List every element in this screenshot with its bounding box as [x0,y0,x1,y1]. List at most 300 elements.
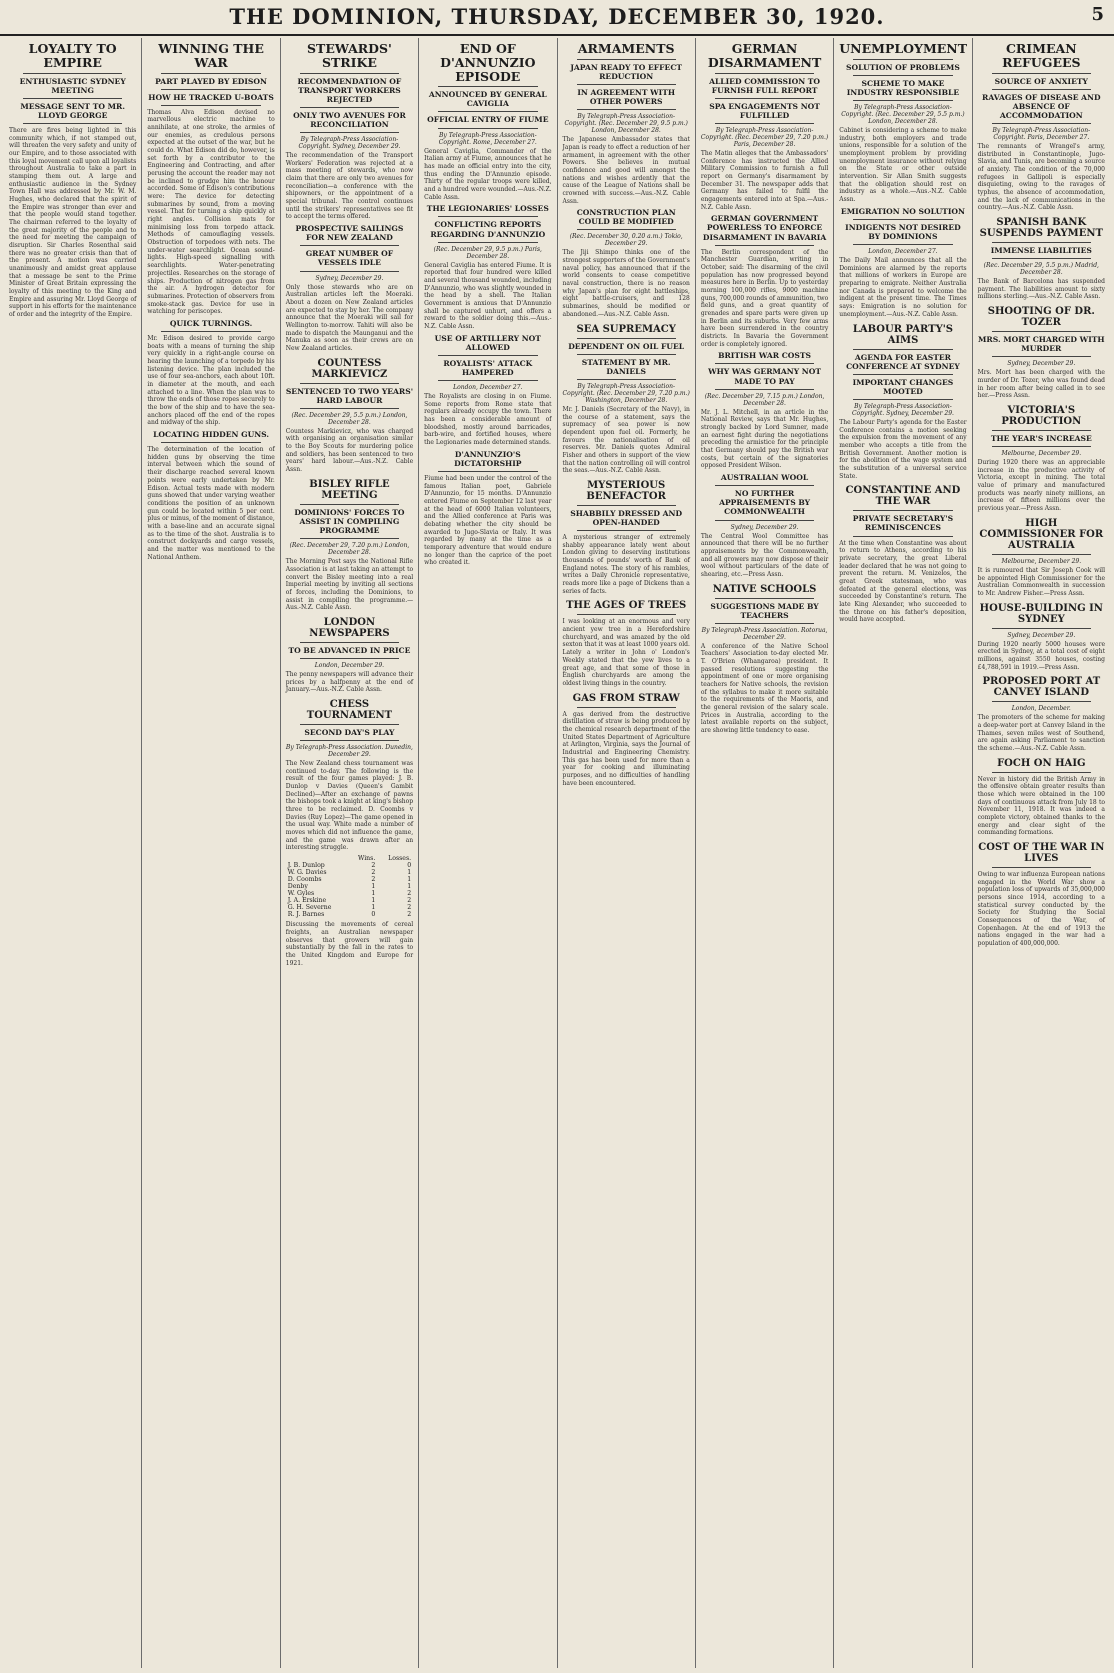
article-body: The Matin alleges that the Ambassadors' Conference has instructed the Allied Military Commission to furnish a full report on Germany's disarmament by December 31. The newspaper adds that Germany has failed to fulfil the engagements entered into at Spa.—Aus.-N.Z. Cable Assn. [700,149,829,211]
article-headline: COST OF THE WAR IN LIVES [978,841,1105,864]
table-row [286,862,413,869]
article [563,42,690,205]
headline-rule [992,701,1091,702]
article-body: The New Zealand chess tournament was continued to-day. The following is the result of the four games played: J. B. Dunlop v Davies (Queen's Gambit Declined)—After an exchange of pawns the bishops took a knight at king's bishop three to be reclaimed. D. Coombs v Davies (Ruy Lopez)—The game opened in the usual way. White made a number of moves which did not influence the game, and the game was drawn after an interesting struggle. [285,760,414,852]
table-cell: 1 [371,883,376,891]
headline-rule [853,349,952,350]
article-dateline: London, December 29. [314,661,385,669]
article-dateline: (Rec. December 29, 7.15 p.m.) London, December 28. [704,392,825,407]
subheading-rule [853,374,952,375]
article-subheading: SOURCE OF ANXIETY [994,76,1088,86]
article [563,324,690,475]
news-column [973,38,1110,1668]
table-row [286,883,413,890]
headline-rule [300,504,399,505]
article-body: The Labour Party's agenda for the Easter Conference contains a motion seeking the expulsion from the movement of any member who accepts a title from the British Government. Another motion is for the abolition of the wage system and the substitution of a universal service State. [839,418,967,480]
masthead-title: THE DOMINION, THURSDAY, DECEMBER 30, 1920. [229,4,885,29]
subheading-rule [577,354,676,355]
article-headline: SEA SUPREMACY [576,323,676,335]
article-body: The Japanese Ambassador states that Japan is ready to effect a reduction of her armament, in agreement with the other Powers. She believes in mutual confidence and good will amongst the nations and wishes ardently that the cause of the League of Nations shall be crowned with success.—Aus.-N.Z. Cable Assn. [562,136,690,205]
article-body: The recommendation of the Transport Workers' Federation was rejected at a mass meeting of stewards, who now claim that there are only two avenues for reconciliation—a conference with the shipowners, or the appointment of a special tribunal. The control continues until the strikers' representatives see fit to accept the terms offered. [285,152,414,221]
article-body: At the time when Constantine was about to return to Athens, according to his private secretary, the great Liberal leader declared that he was not going to prevent the return. M. Venizelos, the great Greek statesman, who was defeated at the general elections, was succeeded by Constantine's return. The late King Alexander, who succeeded to the throne on his father's deposition, would have accepted. [839,539,967,624]
article [424,334,551,447]
article-subheading: IN AGREEMENT WITH OTHER POWERS [577,87,676,107]
headline-rule [300,642,399,643]
article [563,693,690,788]
article-dateline: By Telegraph-Press Association-Copyright. Paris, December 27. [992,126,1091,141]
subheading-rule [300,271,399,272]
article-subheading: LOCATING HIDDEN GUNS. [153,430,270,440]
article-body: Mr. Edison desired to provide cargo boats with a means of turning the ship very quickly in a right-angle course on hearing the launching of a torpedo by his listening device. The plan included the use of four sea-anchors, each about 10ft. in diameter at the mouth, and each attached to a line. When the plan was to throw the ends of those ropes securely to the bow of the ship and to have the sea-anchors placed off the end of the ropes and midway of the ship. [147,334,275,427]
article-dateline: Melbourne, December 29. [1001,450,1082,458]
news-column [696,38,834,1668]
table-row [286,890,413,897]
article-subheading: ANNOUNCED BY GENERAL CAVIGLIA [428,90,547,109]
subheading-rule [715,98,814,99]
subheading-rule [853,100,952,101]
article-body: Owing to war influenza European nations engaged in the World War show a population loss of upwards of 35,000,000 persons since 1914, according to a statistical survey conducted by the Society for Studying the Social Consequences of the War, of Copenhagen. At the end of 1913 the nations engaged in the war had a population of 400,000,000. [977,870,1105,947]
article-subheading: GREAT NUMBER OF VESSELS IDLE [305,249,394,268]
table-cell: J. B. Dunlop [287,862,325,870]
article-dateline: London, December 27. [868,248,938,256]
article-body: Mrs. Mort has been charged with the murder of Dr. Tozer, who was found dead in her room after being called in to see her.—Press Assn. [977,369,1105,400]
subheading-rule [300,740,399,741]
subheading-rule [161,331,260,332]
headline-rule [992,242,1091,243]
article-dateline: By Telegraph-Press Association-Copyright. Sydney, December 29. [298,136,401,151]
table-cell: 0 [371,911,376,919]
news-column [4,38,142,1668]
article-dateline: Melbourne, December 29. [1001,557,1082,565]
article-headline: SPANISH BANK SUSPENDS PAYMENT [979,216,1103,239]
article-subheading: SUGGESTIONS MADE BY TEACHERS [710,601,819,620]
headline-rule [577,59,676,60]
article-dateline: (Rec. December 29, 7.20 p.m.) London, December 28. [289,542,410,557]
article-dateline: Sydney, December 29. [730,523,799,531]
subheading-rule [577,530,676,531]
subheading-rule [438,380,537,381]
subheading-rule [300,245,399,246]
subheading-rule [300,658,399,659]
article-body: There are fires being lighted in this community which, if not stamped out, will threaten the very safety and unity of our Empire, and to those associated with this loyal movement call upon all loyalists throughout Australia to take a part in stamping them out. A large and enthusiastic audience in the Sydney Town Hall was addressed by Mr. W. M. Hughes, who declared that the spirit of the Empire was stronger than ever and that the people would stand together. The chairman referred to the loyalty of the great majority of the people and to the need for meeting the campaign of disruption. Sir Charles Rosenthal said there was no greater crisis than that of the present. A motion was carried unanimously and amidst great applause that a message be sent to the Prime Minister of Great Britain expressing the loyalty of this meeting to the King and Empire and assuring Mr. Lloyd George of support in his efforts for the maintenance of order and the integrity of the Empire. [9,126,137,319]
article-body: During 1920 nearly 5000 houses were erected in Sydney, at a total cost of eight millions, against 3550 houses, costing £4,788,591 in 1919.—Press Assn. [977,640,1105,671]
article-dateline: By Telegraph-Press Association. Rotorua, December 29. [701,626,828,641]
article-body: A mysterious stranger of extremely shabby appearance lately went about London giving to deserving institutions thousands of pounds' worth of Bank of England notes. The story of his rambles, writes a Daily Chronicle representative, reads more like a page of Dickens than a series of facts. [562,534,690,595]
article-subheading: BRITISH WAR COSTS [718,351,812,361]
article-subheading: GERMAN GOVERNMENT POWERLESS TO ENFORCE DISARMAMENT IN BAVARIA [702,214,827,242]
subheading-rule [438,242,537,243]
article-subheading: ENTHUSIASTIC SYDNEY MEETING [19,76,126,95]
article-headline: THE AGES OF TREES [566,600,687,612]
table-header-cell: Wins. [357,855,376,863]
article-headline: HOUSE-BUILDING IN SYDNEY [979,602,1103,625]
article-dateline: Sydney, December 29. [315,274,384,282]
article-headline: MYSTERIOUS BENEFACTOR [586,479,666,502]
article-headline: VICTORIA'S PRODUCTION [1001,405,1082,428]
results-table [286,855,413,918]
article-dateline: By Telegraph-Press Association-Copyright. (Rec. December 29, 7.20 p.m.) Paris, December 28. [700,126,829,148]
article-subheading: ALLIED COMMISSION TO FURNISH FULL REPORT [709,76,821,95]
article-headline: NATIVE SCHOOLS [712,583,817,595]
article-body: The Daily Mail announces that all the Dominions are alarmed by the reports that millions of workers in Europe are preparing to emigrate. Neither Australia nor Canada is prepared to welcome the indigent at the present time. The Times says: Emigration is no solution for unemployment.—Aus.-N.Z. Cable Assn. [839,257,967,318]
article-body: The Central Wool Committee has announced that there will be no further appraisements by the Commonwealth, and all growers may now dispose of their wool without particulars of the date of shearing, etc.—Press Assn. [700,532,829,578]
article-subheading: ONLY TWO AVENUES FOR RECONCILIATION [293,110,406,129]
article-subheading: PART PLAYED BY EDISON [155,76,267,86]
article [839,42,966,204]
article-subheading: QUICK TURNINGS. [169,318,253,328]
article-subheading: OFFICIAL ENTRY OF FIUME [427,115,549,125]
article-body: Mr. J. L. Mitchell, in an article in the National Review, says that Mr. Hughes, strongly backed by Lord Sumner, made an earnest fight during the negotiations preceding the armistice for the principle that Germany should pay the British war costs, but certain of the signatories opposed President Wilson. [700,408,829,470]
article [286,699,413,967]
table-cell: W. Gyles [287,890,315,898]
article-headline: BISLEY RIFLE MEETING [309,478,390,501]
headline-rule [300,73,399,74]
article-subheading: SENTENCED TO TWO YEARS' HARD LABOUR [285,386,414,405]
table-cell: 1 [371,904,376,912]
subheading-rule [577,84,676,85]
article [563,480,690,596]
table-cell: J. A. Erskine [287,897,327,905]
article [701,351,828,470]
subheading-rule [715,485,814,486]
news-column [419,38,557,1668]
article-body: The Jiji Shimpo thinks one of the strongest supporters of the Government's naval policy, has announced that if the world consents to cease competitive naval construction, there is no reason why Japan's plan for eight battleships, eight battle-cruisers, and 128 submarines, should be modified or abandoned.—Aus.-N.Z. Cable Assn. [562,249,690,318]
article-subheading: SHABBILY DRESSED AND OPEN-HANDED [570,508,683,527]
table-cell: 1 [407,869,412,877]
article-subheading: SOLUTION OF PROBLEMS [846,62,960,72]
table-cell: 2 [371,876,376,884]
table-cell: 2 [371,862,376,870]
table-cell: G. H. Severne [287,904,332,912]
news-column [142,38,280,1668]
subheading-rule [577,379,676,380]
article-body: The Bank of Barcelona has suspended payment. The liabilities amount to sixty millions sterling.—Aus.-N.Z. Cable Assn. [977,278,1105,301]
subheading-rule [577,229,676,230]
article-headline: SHOOTING OF DR. TOZER [987,306,1095,329]
article-dateline: By Telegraph-Press Association-Copyright. (Rec. December 29, 7.20 p.m.) Washington, December 28. [562,382,690,404]
article-body: Cabinet is considering a scheme to make industry, both employers and trade unions, responsible for a solution of the unemployment problem by providing unemployment insurance without relying on the State or other outside intervention. Sir Allan Smith suggests that the obligation should rest on industry as a whole.—Aus.-N.Z. Cable Assn. [839,127,967,204]
article-subheading: THE YEAR'S INCREASE [990,434,1092,444]
article [701,214,828,348]
table-row [286,911,413,918]
subheading-rule [300,408,399,409]
article-subheading: DOMINIONS' FORCES TO ASSIST IN COMPILING PROGRAMME [294,507,405,536]
article [147,42,274,316]
article-body: Only those stewards who are on Australian articles left the Moeraki. About a dozen on New Zealand articles are expected to stay by her. The company announce that the Moeraki will sail for Wellington to-morrow. Tahiti will also be made to dispatch the Maunganui and the Manuka as soon as their crews are on New Zealand articles. [285,283,414,352]
article-body: The Morning Post says the National Rifle Association is at last taking an attempt to convert the Bisley meeting into a real Imperial meeting by inviting all sections of forces, including the Dominions, to assist in compiling the programme.—Aus.-N.Z. Cable Assn. [285,558,414,612]
article-subheading: THE LEGIONARIES' LOSSES [426,204,549,214]
article [978,217,1105,301]
headline-rule [992,73,1091,74]
article-subheading: MRS. MORT CHARGED WITH MURDER [978,335,1105,354]
article-subheading: AUSTRALIAN WOOL [720,473,809,483]
subheading-rule [992,123,1091,124]
table-cell: D. Coombs [287,876,322,884]
subheading-rule [161,89,260,90]
article [286,479,413,612]
table-cell: 1 [407,876,412,884]
headline-rule [853,59,952,60]
headline-rule [577,614,676,615]
subheading-rule [438,128,537,129]
article [286,358,413,474]
article [701,473,828,578]
news-column [558,38,696,1668]
article-subheading: SECOND DAY'S PLAY [304,727,395,737]
subheading-rule [992,446,1091,447]
table-cell: R. J. Barnes [287,911,325,919]
article-subheading: ROYALISTS' ATTACK HAMPERED [443,358,533,377]
article-subheading: WHY WAS GERMANY NOT MADE TO PAY [708,367,822,386]
article [978,518,1105,598]
article-body: The Berlin correspondent of the Manchester Guardian, writing in October, said: The disarming of the civil population has now progressed beyond measures here in Berlin. Up to yesterday morning 100,000 rifles, 9000 machine guns, 700,000 rounds of ammunition, two field guns, and a great quantity of grenades and spare parts were given up in Berlin and its suburbs. Very few arms have been surrendered in the country districts. In Bavaria the Government order is completely ignored. [700,248,829,348]
news-column [834,38,972,1668]
article-headline: COUNTESS MARKIEVICZ [311,357,388,380]
article-subheading: TO BE ADVANCED IN PRICE [288,645,411,655]
subheading-rule [853,244,952,245]
article-dateline: London, December. [1011,705,1071,713]
article-body: I was looking at an enormous and very ancient yew tree in a Herefordshire churchyard, and was amazed by the old sexton that it was at least 1000 years old. Lately a writer in John o' London's Weekly stated that the yew lives to a great age, and that some of those in English churchyards are among the oldest living things in the country. [562,618,690,687]
article [978,758,1105,837]
article-headline: HIGH COMMISSIONER FOR AUSTRALIA [979,517,1104,551]
article [424,204,551,330]
table-cell: 1 [371,890,376,898]
article [147,319,274,427]
article-headline: CHESS TOURNAMENT [306,698,393,721]
subheading-rule [715,245,814,246]
news-columns [4,38,1110,1668]
article-body: The remnants of Wrangel's army, distributed in Constantinople, Jugo-Slavia, and Tunis, are becoming a source of anxiety. The condition of the 70,000 refugees in Gallipoli is especially disquieting, owing to the ravages of typhus, the absence of accommodation, and the lack of communications in the country.—Aus.-N.Z. Cable Assn. [977,142,1105,212]
article-headline: STEWARDS' STRIKE [306,41,392,70]
article-subheading: EMIGRATION NO SOLUTION [840,206,965,216]
article [286,42,413,221]
article-headline: GAS FROM STRAW [572,692,680,704]
article-dateline: Sydney, December 29. [1007,631,1076,639]
subheading-rule [715,623,814,624]
article-body: General Caviglia has entered Fiume. It is reported that four hundred were killed and several thousand wounded, including D'Annunzio, who was slightly wounded in the head by a shell. The Italian Government is anxious that D'Annunzio shall be captured unhurt, and offers a reward to the soldier doing this.—Aus.-N.Z. Cable Assn. [424,261,552,330]
article [978,676,1105,752]
headline-rule [161,73,260,74]
headline-rule [300,724,399,725]
masthead [0,0,1114,36]
article-dateline: By Telegraph-Press Association-Copyright. Sydney, December 29. [851,402,954,417]
headline-rule [992,331,1091,332]
article-body: Discussing the movements of cereal freights, an Australian newspaper observes that growers will gain substantially by the fall in the rates to the United Kingdom and Europe for 1921. [285,921,414,967]
article-subheading: RAVAGES OF DISEASE AND ABSENCE OF ACCOMMODATION [982,92,1101,120]
headline-rule [992,772,1091,773]
article [563,208,690,318]
article-dateline: (Rec. December 29, 9.5 p.m.) Paris, December 28. [433,245,542,260]
headline-rule [23,73,122,74]
article [9,42,136,319]
article-subheading: PRIVATE SECRETARY'S REMINISCENCES [852,514,954,533]
article-body: During 1920 there was an appreciable increase in the productive activity of Victoria, except in mining. The total value of primary and manufactured products was nearly ninety millions, an increase of fifteen millions over the previous year.—Press Assn. [977,459,1105,513]
article-subheading: SPA ENGAGEMENTS NOT FULFILLED [709,101,820,120]
article [839,324,966,481]
article-body: The Royalists are closing in on Fiume. Some reports from Rome state that regulars already occupy the town. There has been a considerable amount of bloodshed, mostly around barricades, barb-wire, and fortified houses, where the Legionaries made determined stands. [424,393,552,447]
table-header-cell [286,855,349,862]
article-subheading: JAPAN READY TO EFFECT REDUCTION [570,62,683,81]
article [563,600,690,687]
subheading-rule [992,356,1091,357]
subheading-rule [438,111,537,112]
article-body: The determination of the location of hidden guns by observing the time interval between which the sound of their discharge reached several known points were early undertaken by Mr. Edison. Actual tests made with modern guns showed that under varying weather conditions the position of an unknown gun could be located within 5 per cent. plus or minus, of the moment of distance, with a base-line and an accurate signal as to the time of the shot. Australia is to construct dockyards and cargo vessels, and the matter was mentioned to the National Anthem. [147,446,275,561]
table-cell: 0 [407,862,412,870]
headline-rule [577,338,676,339]
article [978,306,1105,400]
article [839,485,966,624]
headline-rule [992,867,1091,868]
article-body: Never in history did the British Army in the offensive obtain greater results than those which were obtained in the 100 days of continuous attack from July 18 to November 11, 1918. It was indeed a complete victory, obtained thanks to the energy and clear sight of the commanding formations. [977,775,1105,837]
article-dateline: (Rec. December 29, 5.5 p.m.) Madrid, December 28. [983,262,1099,277]
article-headline: LONDON NEWSPAPERS [309,616,390,639]
article-headline: CRIMEAN REFUGEES [1002,41,1081,70]
article-subheading: IMPORTANT CHANGES MOOTED [852,377,954,396]
table-cell: 2 [407,911,412,919]
article-dateline: By Telegraph-Press Association. Dunedin, December 29. [285,744,413,759]
subheading-rule [853,536,952,537]
article [978,603,1105,672]
headline-rule [438,86,537,87]
subheading-rule [853,75,952,76]
article-subheading: PROSPECTIVE SAILINGS FOR NEW ZEALAND [295,224,404,243]
subheading-rule [577,109,676,110]
table-header-row [286,855,413,862]
headline-rule [992,628,1091,629]
table-cell: 2 [407,904,412,912]
table-row [286,876,413,883]
article [978,42,1105,212]
article-headline: LOYALTY TO EMPIRE [28,41,117,70]
article-dateline: Sydney, December 29. [1007,360,1076,368]
table-row [286,904,413,911]
table-cell: 2 [371,869,376,877]
article-headline: FOCH ON HAIG [997,757,1086,769]
article-subheading: USE OF ARTILLERY NOT ALLOWED [434,333,541,352]
article-headline: UNEMPLOYMENT [839,41,968,56]
table-header-cell: Losses. [388,855,412,863]
article-body: Fiume had been under the control of the famous Italian poet, Gabriele D'Annunzio, for 15 months. D'Annunzio entered Fiume on September 12 last year at the head of 6000 Italian volunteers, and the Allied conference at Paris was debating whether the city should be awarded to Jugo-Slavia or Italy. It was regarded by many at the time as a temporary adventure that would endure no longer than the caprice of the poet who created it. [424,475,552,567]
table-row [286,897,413,904]
article-headline: WINNING THE WAR [158,41,264,70]
article [286,617,413,694]
article [424,42,551,201]
article-subheading: DEPENDENT ON OIL FUEL [568,341,685,351]
article-subheading: CONSTRUCTION PLAN COULD BE MODIFIED [576,208,676,227]
article-subheading: IMMENSE LIABILITIES [990,245,1092,255]
article-subheading: SCHEME TO MAKE INDUSTRY RESPONSIBLE [846,78,960,97]
subheading-rule [438,355,537,356]
article-headline: LABOUR PARTY'S AIMS [852,323,954,346]
article-headline: CONSTANTINE AND THE WAR [845,485,961,508]
article-subheading: STATEMENT BY MR. DANIELS [581,357,671,376]
article-headline: ARMAMENTS [577,41,675,56]
headline-rule [853,510,952,511]
article-dateline: (Rec. December 29, 5.5 p.m.) London, December 28. [291,411,408,426]
subheading-rule [300,107,399,108]
article-body: Thomas Alva Edison devised no marvellous electric machine to annihilate, at one stroke, the armies of our enemies, as credulous persons expected at the outset of the war, but he could do. What Edison did do, however, is set forth by a contributor to the Engineering and Contracting, and after perusing the account the reader may not be inclined to grudge him the honour accorded. Some of Edison's contributions were: The device for detecting submarines by sound, from a moving vessel. That for turning a ship quickly at right angles. Collision mats for minimising loss from torpedo attack. Methods of camouflaging vessels. Obstruction of torpedoes with nets. The under-water searchlight. Ocean sound-lights. High-speed signalling with searchlights. Water-penetrating projectiles. Researches on the storage of ships. Production of nitrogen gas from the air. A hydrogen detector for submarines. Protection of observers from smoke-stack gas. Device for use in watching for periscopes. [147,108,275,316]
subheading-rule [853,219,952,220]
table-cell: Denby [287,883,308,891]
article-subheading: NO FURTHER APPRAISEMENTS BY COMMONWEALTH [719,489,811,517]
subheading-rule [438,471,537,472]
subheading-rule [300,132,399,133]
table-cell: 1 [371,897,376,905]
subheading-rule [23,98,122,99]
article-body: A conference of the Native School Teachers' Association to-day elected Mr. T. O'Brien (Whangaroa) president. It passed resolutions suggesting the appointment of one or more organising teachers for Native schools, the revision of the syllabus to make it more suitable to the requirements of the Maoris, and the general revision of the salary scale. Prices in Australia, according to the latest available reports on the subject, are showing little tendency to ease. [700,642,829,735]
article [701,584,828,735]
article-body: Countess Markievicz, who was charged with organising an organisation similar to the Boy Scouts for murdering police and soldiers, has been sentenced to two years' hard labour.—Aus.-N.Z. Cable Assn. [285,427,414,474]
article-dateline: By Telegraph-Press Association-Copyright. Rome, December 27. [438,131,537,146]
article-subheading: MESSAGE SENT TO MR. LLOYD GEORGE [20,101,125,120]
article [978,842,1105,948]
article-dateline: London, December 27. [453,384,523,392]
subheading-rule [23,123,122,124]
headline-rule [300,383,399,384]
headline-rule [577,707,676,708]
article-subheading: CONFLICTING REPORTS REGARDING D'ANNUNZIO [430,220,546,239]
article [839,207,966,319]
article-body: It is rumoured that Sir Joseph Cook will be appointed High Commissioner for the Australian Commonwealth in succession to Mr. Andrew Fisher.—Press Assn. [977,566,1105,597]
table-cell: 2 [407,897,412,905]
subheading-rule [161,442,260,443]
article [286,224,413,352]
article-subheading: INDIGENTS NOT DESIRED BY DOMINIONS [845,222,961,242]
table-cell: 1 [407,883,412,891]
article-subheading: RECOMMENDATION OF TRANSPORT WORKERS REJECTED [297,76,402,104]
subheading-rule [853,399,952,400]
news-column [281,38,419,1668]
table-cell: 2 [407,890,412,898]
subheading-rule [715,363,814,364]
article [701,42,828,211]
subheading-rule [715,389,814,390]
article-subheading: AGENDA FOR EASTER CONFERENCE AT SYDNEY [846,352,960,371]
headline-rule [715,598,814,599]
subheading-rule [715,520,814,521]
subheading-rule [300,538,399,539]
subheading-rule [161,105,260,106]
article-headline: PROPOSED PORT AT CANVEY ISLAND [982,676,1101,699]
article [424,450,551,567]
article-body: General Caviglia, Commander of the Italian army at Fiume, announces that he has made an official entry into the city, thus ending the D'Annunzio episode. Thirty of the regular troops were killed, and a hundred were wounded.—Aus.-N.Z. Cable Assn. [424,147,552,201]
page-number: 5 [1091,4,1104,25]
article-dateline: By Telegraph-Press Association-Copyright. (Rec. December 29, 9.5 p.m.) London, December 28. [564,113,688,135]
headline-rule [992,430,1091,431]
headline-rule [715,73,814,74]
article [147,430,274,561]
article [978,405,1105,513]
article-subheading: HOW HE TRACKED U-BOATS [148,92,274,102]
article-body: A gas derived from the destructive distillation of straw is being produced by the chemical research department of the United States Department of Agriculture at Arlington, Virginia, says the Journal of Industrial and Engineering Chemistry. This gas has been used for more than a year for cooking and illuminating purposes, and no difficulties of handling have been encountered. [562,710,690,787]
article-body: The penny newspapers will advance their prices by a halfpenny at the end of January.—Aus.-N.Z. Cable Assn. [285,670,414,694]
table-cell: W. G. Davies [287,869,327,877]
subheading-rule [715,123,814,124]
headline-rule [577,505,676,506]
subheading-rule [992,258,1091,259]
article-subheading: D'ANNUNZIO'S DICTATORSHIP [454,449,522,468]
article-headline: END OF D'ANNUNZIO EPISODE [440,41,536,84]
subheading-rule [992,89,1091,90]
article-body: Mr. J. Daniels (Secretary of the Navy), in the course of a statement, says the supremacy of sea power is now dependent upon fuel oil. Formerly, he favours the nationalisation of oil reserves. Mr. Daniels quotes Admiral Fisher and others in support of the view that the nation controlling oil will control the seas.—Aus.-N.Z. Cable Assn. [562,405,690,475]
article-body: The promoters of the scheme for making a deep-water port at Canvey Island in the Thames, seven miles west of Southend, are again asking Parliament to sanction the scheme.—Aus.-N.Z. Cable Assn. [977,714,1105,752]
article-dateline: By Telegraph-Press Association-Copyright. (Rec. December 29, 5.5 p.m.) London, December 28. [841,104,965,126]
article-headline: GERMAN DISARMAMENT [707,41,822,70]
table-row [286,869,413,876]
subheading-rule [438,216,537,217]
headline-rule [992,554,1091,555]
article-dateline: (Rec. December 30, 0.20 a.m.) Tokio, December 29. [569,233,683,248]
